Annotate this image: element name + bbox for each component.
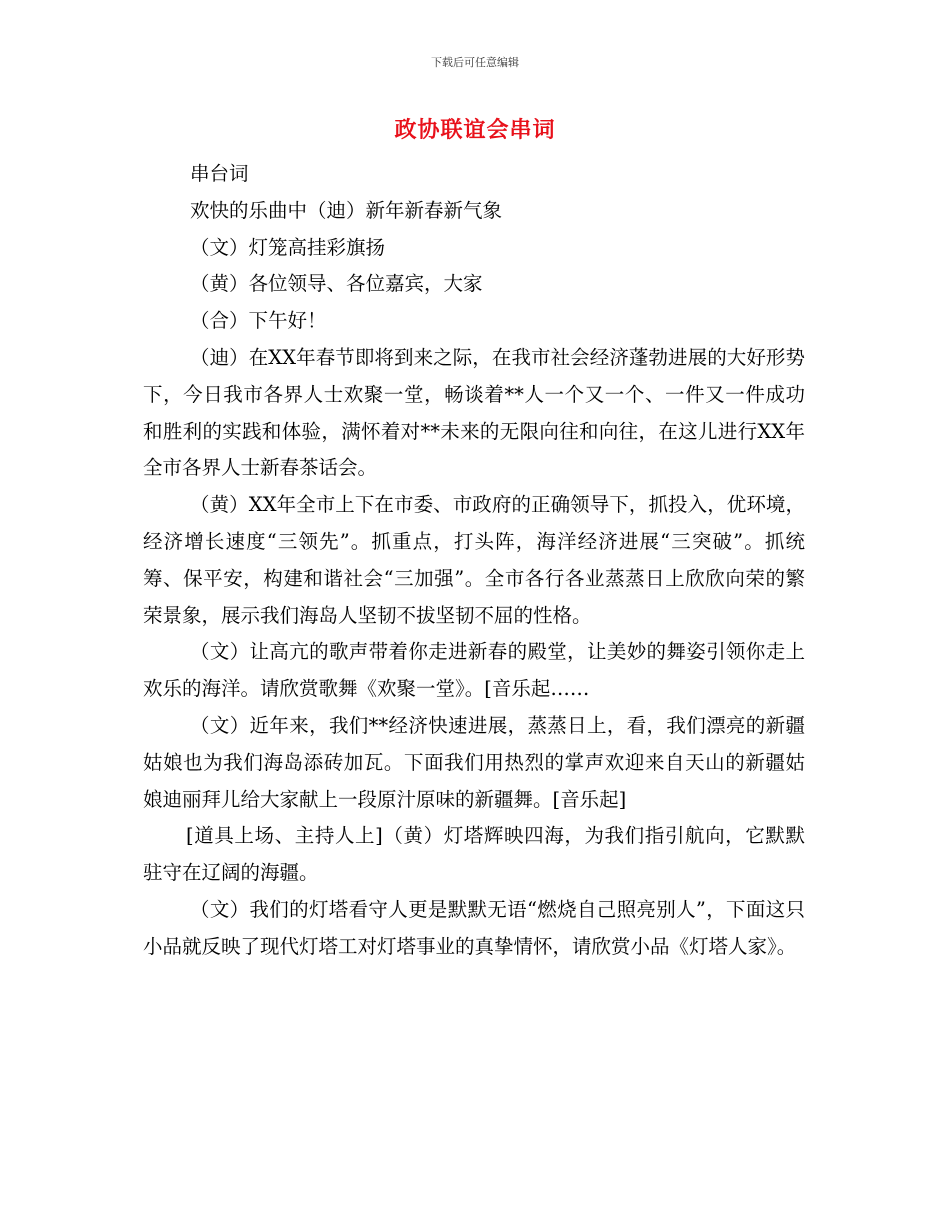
document-body [143,156,805,966]
paragraph-wen-lanterns: （文）灯笼高挂彩旗扬 [190,235,386,259]
document-title: 政协联谊会串词 [394,118,556,143]
paragraph-opening: 欢快的乐曲中（迪）新年新春新气象 [190,198,503,222]
paragraph-huang-economy: （黄）XX年全市上下在市委、市政府的正确领导下，抓投入，优环境，经济增长速度“三领先”。抓重点，打头阵，海洋经济进展“三突破”。抓统筹、保平安，构建和谐社会“三加强”。全市各行各业蒸蒸日上欣欣向荣的繁荣景象，展示我们海岛人坚韧不拔坚韧不屈的性格。 [143,493,805,627]
paragraph-props-lighthouse: [道具上场、主持人上]（黄）灯塔辉映四海，为我们指引航向，它默默驻守在辽阔的海疆。 [143,824,805,885]
paragraph-wen-lighthouse-skit: （文）我们的灯塔看守人更是默默无语“燃烧自己照亮别人”，下面这只小品就反映了现代灯塔工对灯塔事业的真挚情怀，请欣赏小品《灯塔人家》。 [143,897,805,958]
paragraph-wen-xinjiang-dance: （文）近年来，我们**经济快速进展，蒸蒸日上，看，我们漂亮的新疆姑娘也为我们海岛添砖加瓦。下面我们用热烈的掌声欢迎来自天山的新疆姑娘迪丽拜儿给大家献上一段原汁原味的新疆舞。[音乐起] [143,713,805,811]
paragraph-di-spring-festival: （迪）在XX年春节即将到来之际，在我市社会经济蓬勃进展的大好形势下，今日我市各界人士欢聚一堂，畅谈着**人一个又一个、一件又一件成功和胜利的实践和体验，满怀着对**未来的无限向往和向往，在这儿进行XX年全市各界人士新春茶话会。 [143,345,805,480]
paragraph-huang-greeting: （黄）各位领导、各位嘉宾，大家 [190,272,483,296]
paragraph-wen-song-dance: （文）让高亢的歌声带着你走进新春的殿堂，让美妙的舞姿引领你走上欢乐的海洋。请欣赏歌舞《欢聚一堂》。[音乐起…… [143,640,805,701]
paragraph-he-good-afternoon: （合）下午好！ [190,309,327,333]
paragraph-section-label: 串台词 [190,162,249,185]
page-header: 下载后可任意编辑 [431,56,519,69]
